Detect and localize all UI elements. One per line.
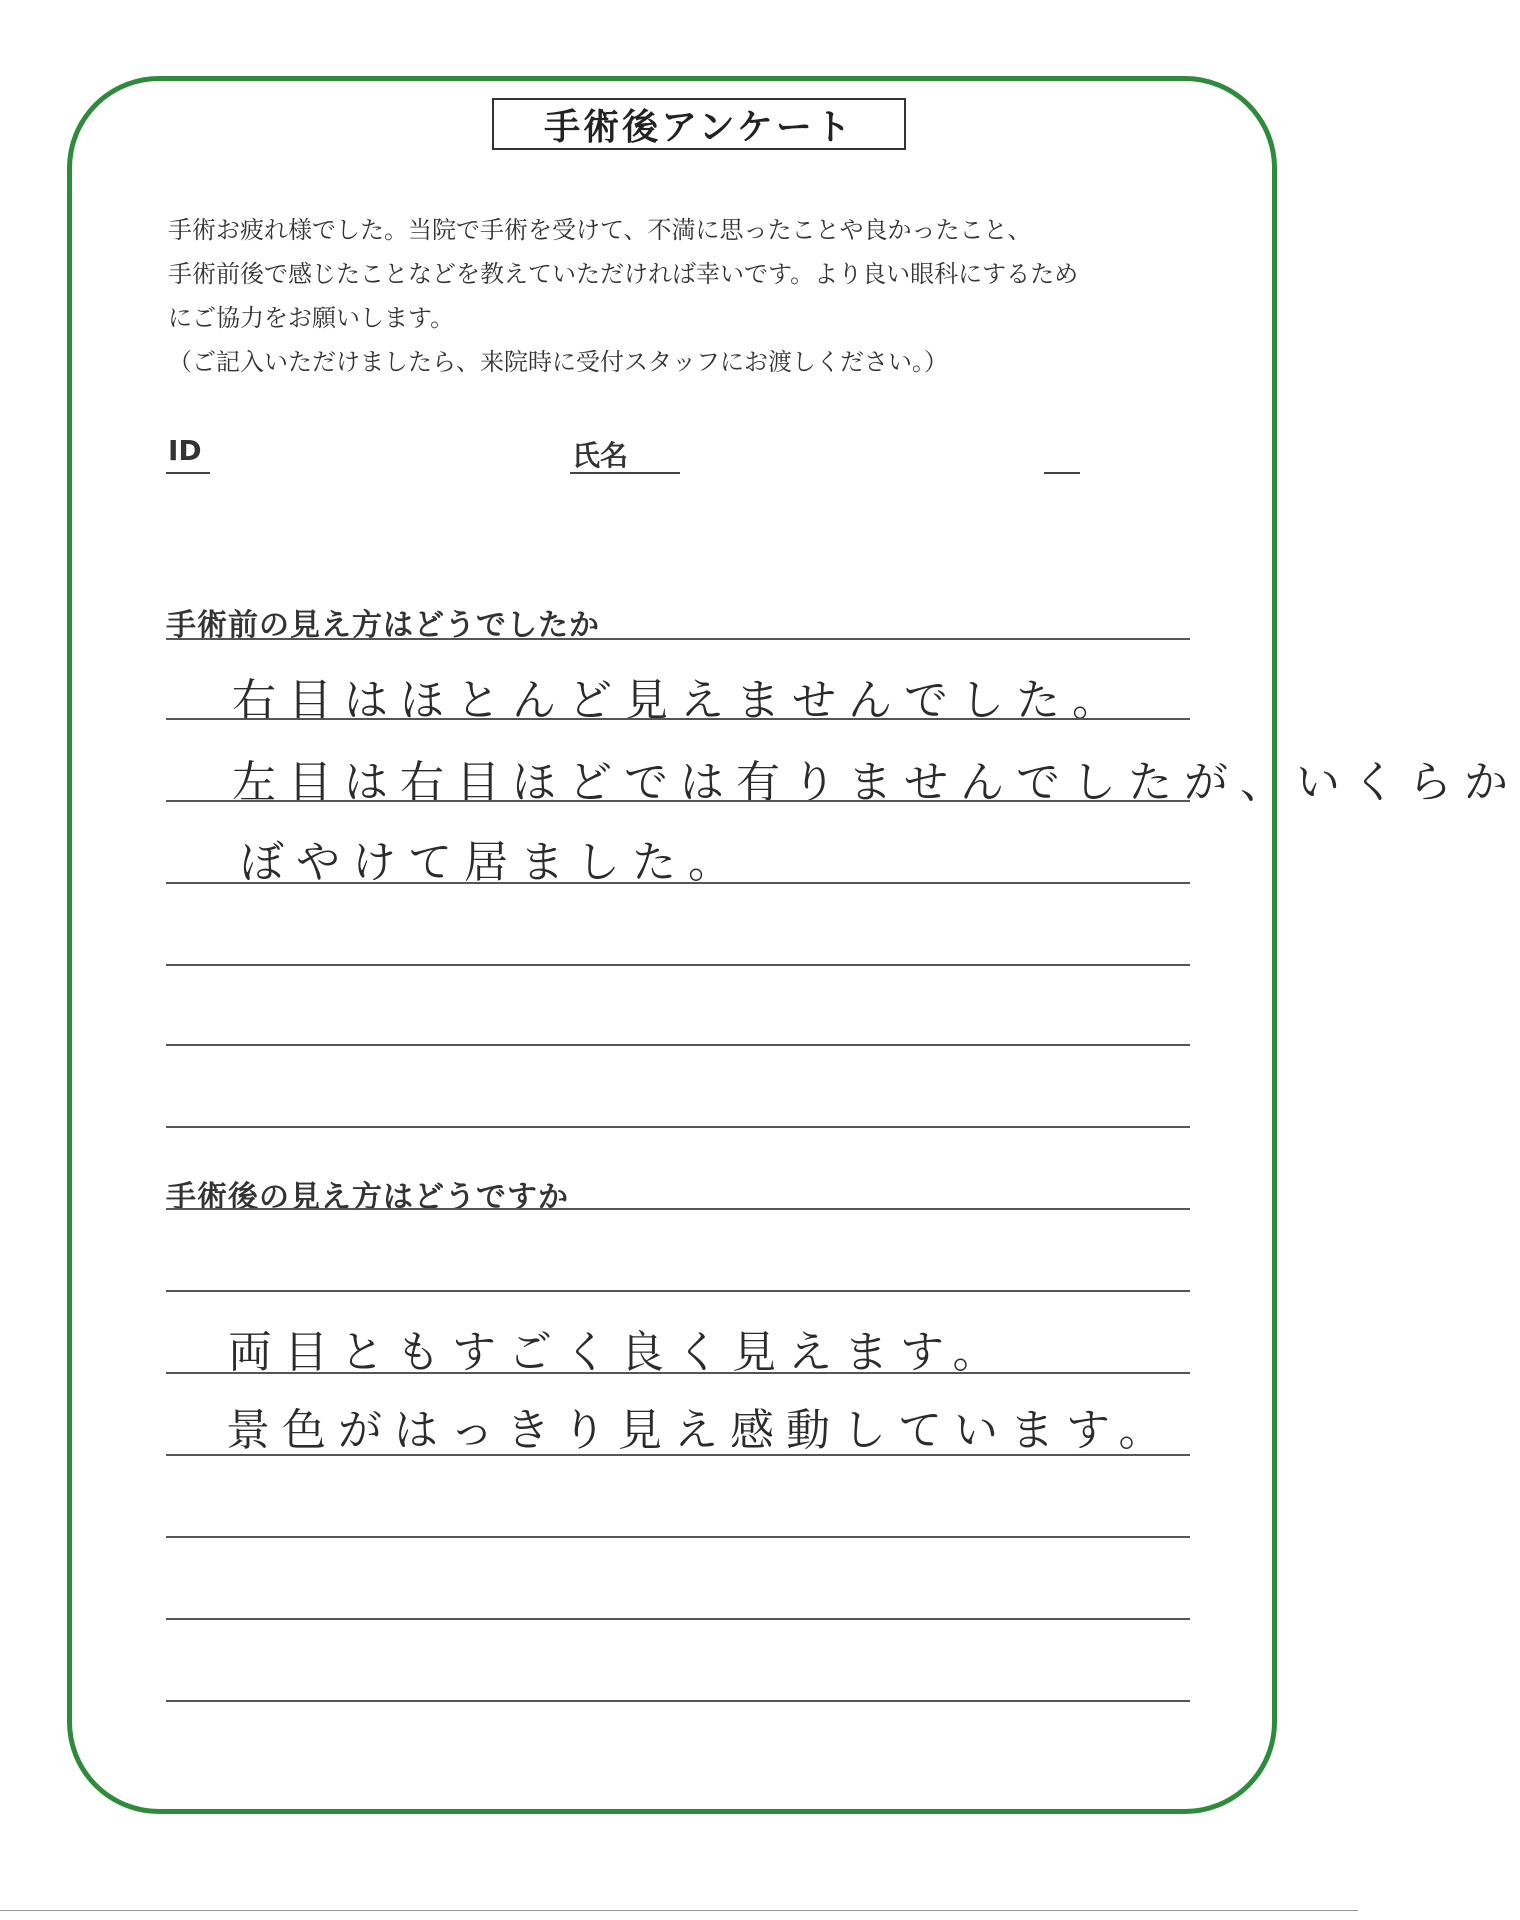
name-label: 氏名 [572, 439, 629, 472]
before-answer-line: 右目はほとんど見えませんでした。 [232, 675, 1128, 726]
id-label: ID [168, 434, 202, 467]
intro-line: にご協力をお願いします。 [168, 304, 455, 332]
answer-rule [166, 1618, 1190, 1620]
answer-rule [166, 1126, 1190, 1128]
after-question: 手術後の見え方はどうですか [166, 1180, 569, 1215]
before-answer-line: 左目は右目ほどでは有りませんでしたが、いくらか [232, 757, 1520, 808]
answer-rule [166, 718, 1190, 720]
intro-line: 手術お疲れ様でした。当院で手術を受けて、不満に思ったことや良かったこと、 [168, 216, 1032, 244]
answer-rule [166, 964, 1190, 966]
intro-line: （ご記入いただけましたら、来院時に受付スタッフにお渡しください。） [168, 348, 948, 376]
name-end-underline [1044, 472, 1080, 474]
answer-rule [166, 638, 1190, 640]
before-question: 手術前の見え方はどうでしたか [166, 608, 600, 643]
answer-rule [166, 1454, 1190, 1456]
scan-edge-line [0, 1910, 1358, 1911]
intro-line: 手術前後で感じたことなどを教えていただければ幸いです。より良い眼科にするため [168, 260, 1079, 288]
intro-text [168, 208, 1208, 384]
after-answer-line: 景色がはっきり見え感動しています。 [226, 1405, 1175, 1456]
after-answer-line: 両目ともすごく良く見えます。 [228, 1327, 1009, 1378]
id-underline [166, 472, 210, 474]
answer-rule [166, 1372, 1190, 1374]
before-answer-line: ぼやけて居ました。 [240, 837, 744, 888]
name-underline [570, 472, 680, 474]
answer-rule [166, 1044, 1190, 1046]
answer-rule [166, 800, 1190, 802]
answer-rule [166, 1290, 1190, 1292]
answer-rule [166, 1700, 1190, 1702]
answer-rule [166, 882, 1190, 884]
answer-rule [166, 1536, 1190, 1538]
form-title: 手術後アンケート [492, 98, 906, 150]
answer-rule [166, 1208, 1190, 1210]
